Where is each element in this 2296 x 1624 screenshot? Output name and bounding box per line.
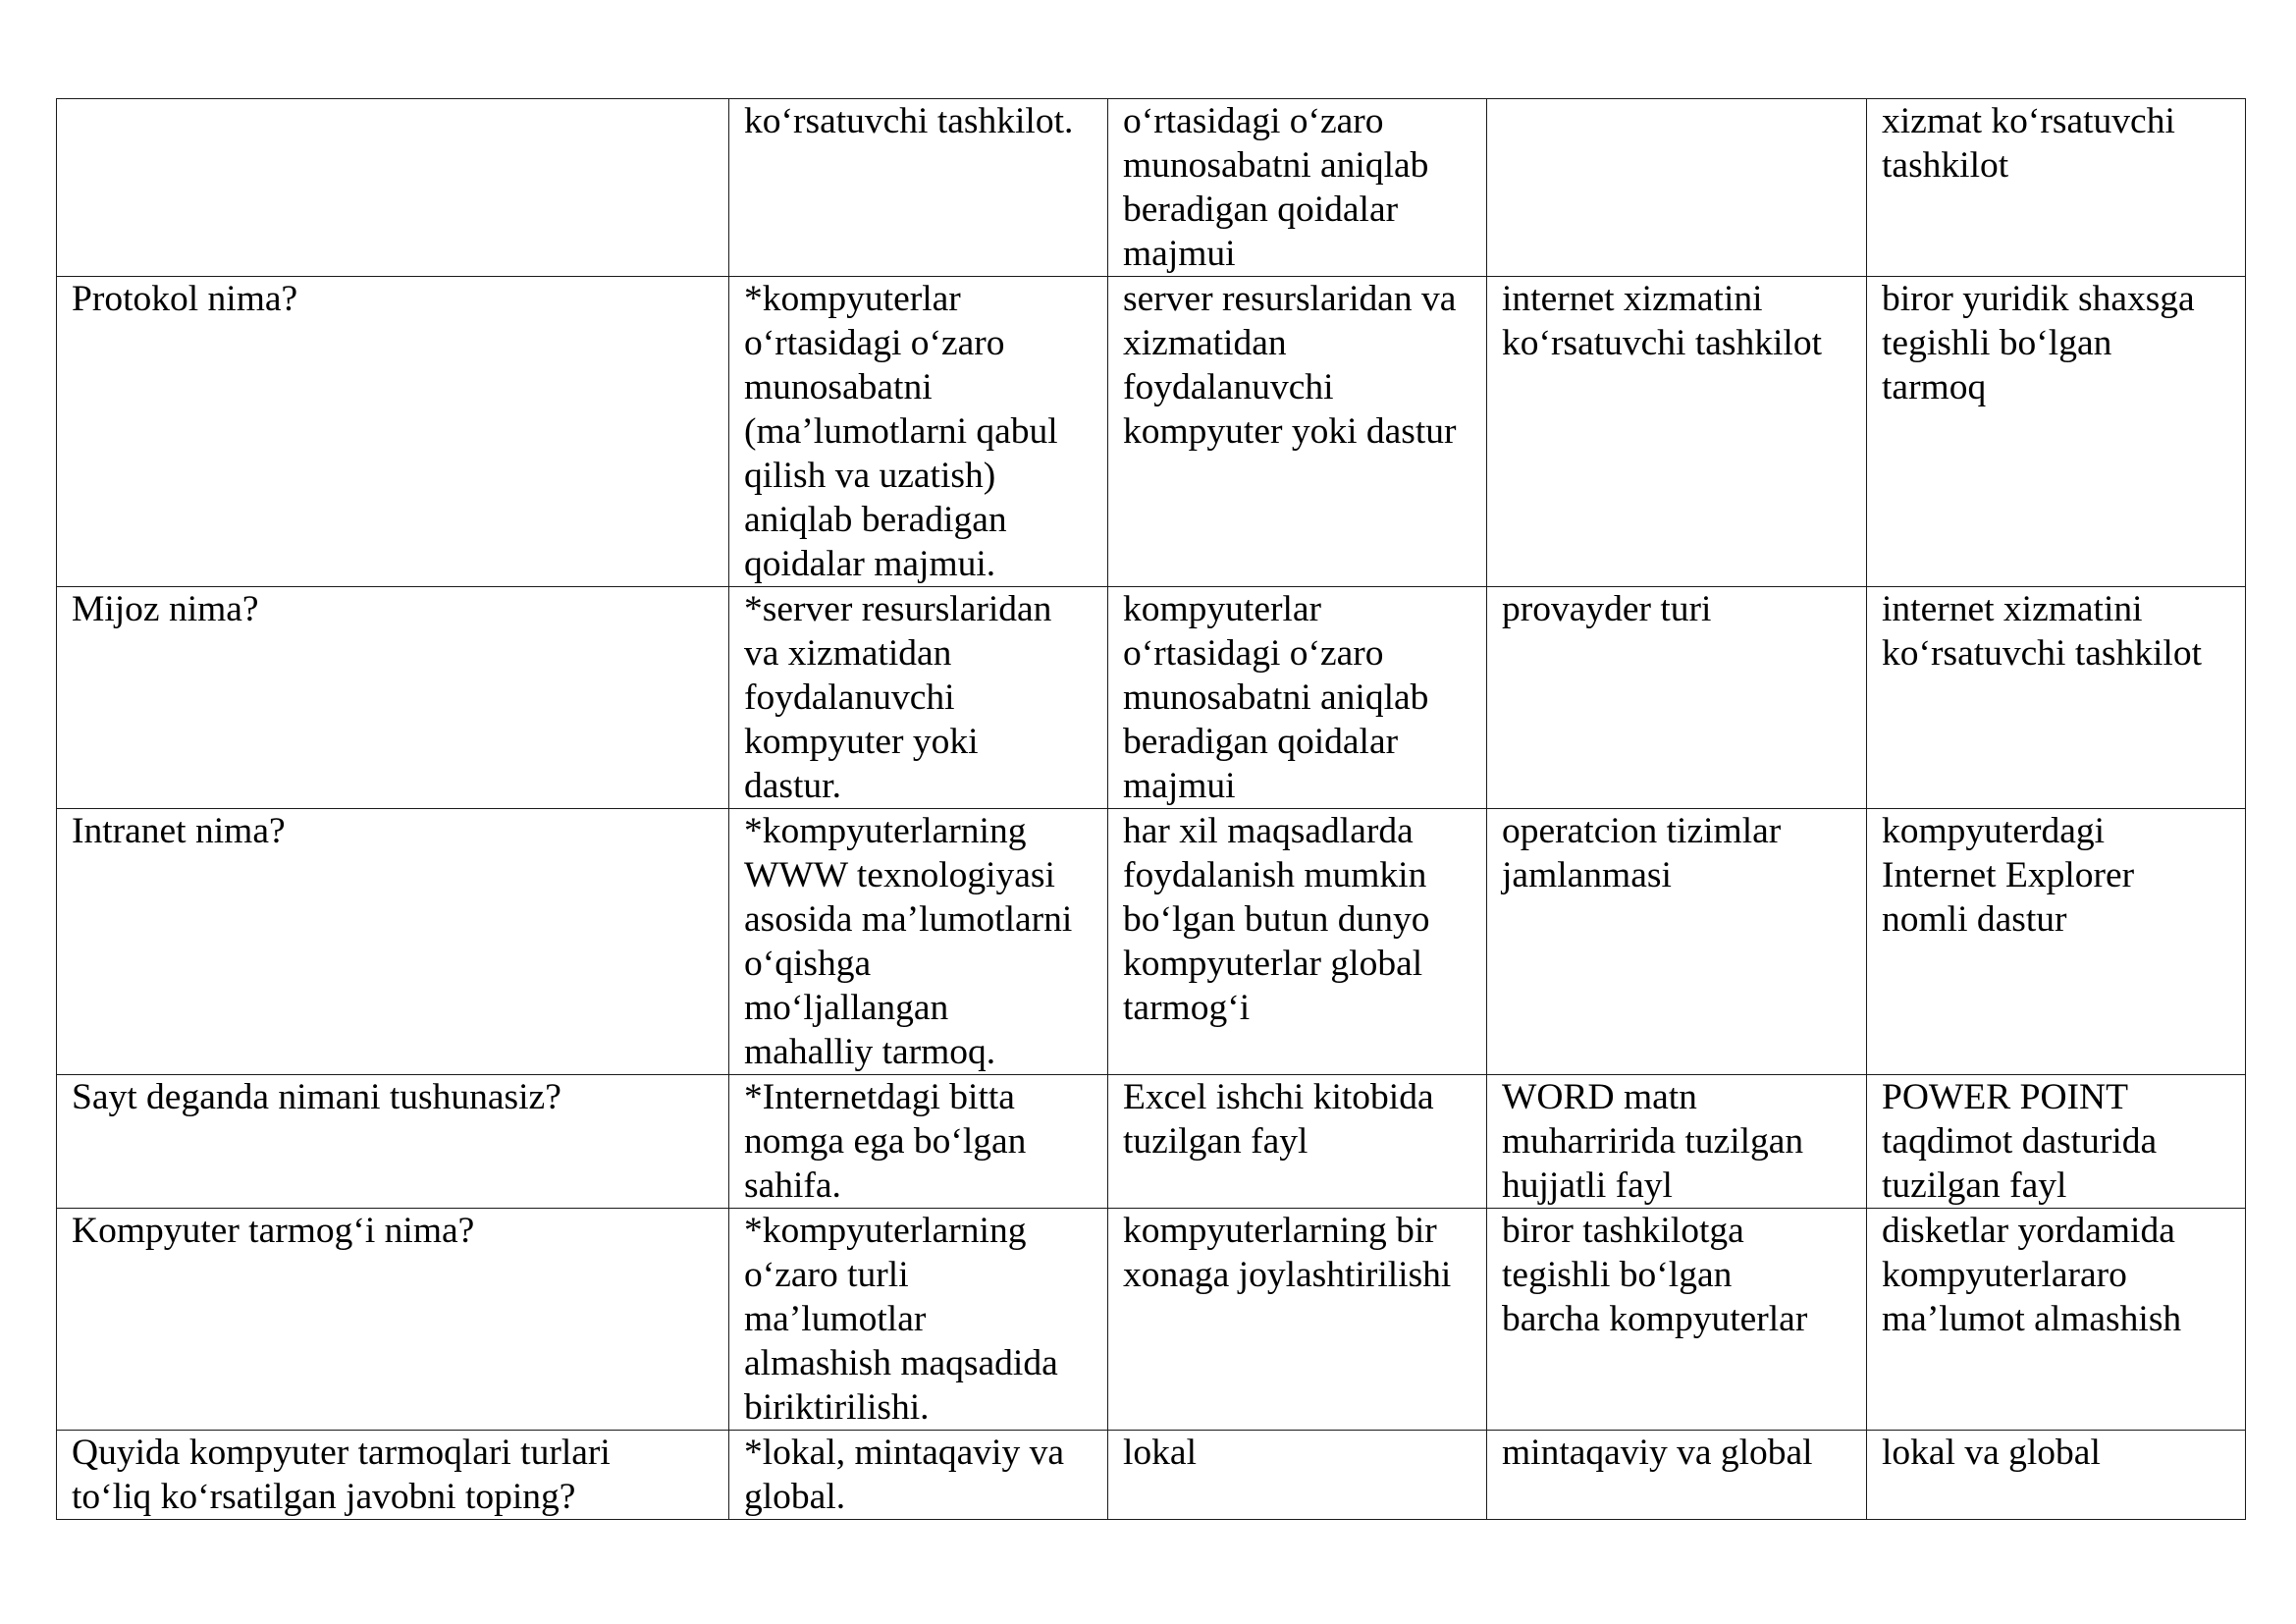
cell-text-line: operatcion tizimlar [1502, 811, 1782, 851]
cell-text-line: sahifa. [744, 1165, 841, 1206]
cell-text-line: internet xizmatini [1502, 279, 1763, 319]
cell-text-line: o‘zaro turli [744, 1255, 909, 1295]
answer-option-cell [1108, 809, 1487, 1075]
cell-text-line: dastur. [744, 766, 841, 806]
cell-text-line: tashkilot [1882, 145, 2009, 186]
cell-text-line: munosabatni aniqlab [1123, 145, 1429, 186]
quiz-table [56, 98, 2246, 1520]
cell-text-line: taqdimot dasturida [1882, 1121, 2158, 1162]
answer-option-cell [1487, 277, 1867, 587]
cell-text-line: tegishli bo‘lgan [1502, 1255, 1733, 1295]
answer-option-cell [1867, 587, 2246, 809]
cell-text-line: lokal [1123, 1433, 1197, 1473]
question-cell [57, 809, 729, 1075]
table-row [57, 277, 2246, 587]
cell-text-line: tarmoq [1882, 367, 1987, 407]
cell-text-line: Quyida kompyuter tarmoqlari turlari [72, 1433, 611, 1473]
cell-text-line: foydalanuvchi [744, 677, 955, 718]
cell-text-line: kompyuterlarning bir [1123, 1211, 1437, 1251]
cell-text-line: (ma’lumotlarni qabul [744, 411, 1058, 452]
answer-option-cell [1487, 1075, 1867, 1209]
cell-text-line: global. [744, 1477, 846, 1517]
question-cell [57, 277, 729, 587]
cell-text-line: almashish maqsadida [744, 1343, 1058, 1383]
answer-option-cell [1487, 99, 1867, 277]
answer-option-cell [1108, 1209, 1487, 1431]
cell-text-line: foydalanish mumkin [1123, 855, 1427, 895]
cell-text-line: o‘qishga [744, 944, 872, 984]
answer-option-cell [1108, 1431, 1487, 1520]
cell-text-line: o‘rtasidagi o‘zaro [744, 323, 1005, 363]
cell-text-line: asosida ma’lumotlarni [744, 899, 1073, 940]
cell-text-line: nomli dastur [1882, 899, 2067, 940]
cell-text-line: beradigan qoidalar [1123, 722, 1399, 762]
cell-text-line: tuzilgan fayl [1882, 1165, 2067, 1206]
table-row [57, 1075, 2246, 1209]
cell-text-line: jamlanmasi [1502, 855, 1672, 895]
correct-answer-cell [729, 809, 1108, 1075]
answer-option-cell [1108, 587, 1487, 809]
answer-option-cell [1108, 1075, 1487, 1209]
cell-text-line: lokal va global [1882, 1433, 2101, 1473]
answer-option-cell [1867, 99, 2246, 277]
cell-text-line: xizmatidan [1123, 323, 1287, 363]
answer-option-cell [1487, 1431, 1867, 1520]
cell-text-line: aniqlab beradigan [744, 500, 1007, 540]
cell-text-line: mo‘ljallangan [744, 988, 949, 1028]
cell-text-line: kompyuter yoki [744, 722, 979, 762]
cell-text-line: POWER POINT [1882, 1077, 2129, 1117]
cell-text-line: qoidalar majmui. [744, 544, 996, 584]
cell-text-line: nomga ega bo‘lgan [744, 1121, 1027, 1162]
cell-text-line: biriktirilishi. [744, 1387, 930, 1428]
cell-text-line: Internet Explorer [1882, 855, 2135, 895]
answer-option-cell [1867, 809, 2246, 1075]
answer-option-cell [1867, 277, 2246, 587]
correct-answer-cell [729, 587, 1108, 809]
correct-answer-cell [729, 99, 1108, 277]
cell-text-line: *Internetdagi bitta [744, 1077, 1015, 1117]
cell-text-line: o‘rtasidagi o‘zaro [1123, 633, 1384, 674]
cell-text-line: *kompyuterlarning [744, 1211, 1027, 1251]
correct-answer-cell [729, 277, 1108, 587]
table-row [57, 99, 2246, 277]
table-row [57, 1209, 2246, 1431]
cell-text-line: to‘liq ko‘rsatilgan javobni toping? [72, 1477, 576, 1517]
cell-text-line: internet xizmatini [1882, 589, 2143, 629]
cell-text-line: beradigan qoidalar [1123, 189, 1399, 230]
cell-text-line: ko‘rsatuvchi tashkilot [1882, 633, 2202, 674]
cell-text-line: tuzilgan fayl [1123, 1121, 1308, 1162]
cell-text-line: o‘rtasidagi o‘zaro [1123, 101, 1384, 141]
cell-text-line: munosabatni aniqlab [1123, 677, 1429, 718]
cell-text-line: majmui [1123, 234, 1236, 274]
answer-option-cell [1867, 1209, 2246, 1431]
cell-text-line: hujjatli fayl [1502, 1165, 1673, 1206]
cell-text-line: kompyuter yoki dastur [1123, 411, 1457, 452]
cell-text-line: Excel ishchi kitobida [1123, 1077, 1434, 1117]
cell-text-line: tarmog‘i [1123, 988, 1251, 1028]
cell-text-line: *kompyuterlarning [744, 811, 1027, 851]
cell-text-line: majmui [1123, 766, 1236, 806]
cell-text-line: *server resurslaridan [744, 589, 1052, 629]
question-cell [57, 587, 729, 809]
cell-text-line: ko‘rsatuvchi tashkilot. [744, 101, 1074, 141]
cell-text-line: kompyuterdagi [1882, 811, 2106, 851]
correct-answer-cell [729, 1209, 1108, 1431]
quiz-table-body [57, 99, 2246, 1520]
answer-option-cell [1487, 587, 1867, 809]
cell-text-line: ko‘rsatuvchi tashkilot [1502, 323, 1822, 363]
cell-text-line: kompyuterlar global [1123, 944, 1423, 984]
cell-text-line: va xizmatidan [744, 633, 952, 674]
cell-text-line: biror yuridik shaxsga [1882, 279, 2195, 319]
cell-text-line: WORD matn [1502, 1077, 1697, 1117]
answer-option-cell [1487, 1209, 1867, 1431]
cell-text-line: biror tashkilotga [1502, 1211, 1744, 1251]
cell-text-line: kompyuterlar [1123, 589, 1322, 629]
cell-text-line: muharririda tuzilgan [1502, 1121, 1804, 1162]
table-row [57, 587, 2246, 809]
question-cell [57, 1075, 729, 1209]
answer-option-cell [1487, 809, 1867, 1075]
cell-text-line: barcha kompyuterlar [1502, 1299, 1808, 1339]
cell-text-line: Protokol nima? [72, 279, 298, 319]
cell-text-line: Sayt deganda nimani tushunasiz? [72, 1077, 561, 1117]
cell-text-line: xonaga joylashtirilishi [1123, 1255, 1452, 1295]
cell-text-line: disketlar yordamida [1882, 1211, 2175, 1251]
cell-text-line: server resurslaridan va [1123, 279, 1457, 319]
answer-option-cell [1867, 1431, 2246, 1520]
answer-option-cell [1867, 1075, 2246, 1209]
cell-text-line: tegishli bo‘lgan [1882, 323, 2112, 363]
cell-text-line: Intranet nima? [72, 811, 286, 851]
table-row [57, 1431, 2246, 1520]
question-cell [57, 99, 729, 277]
cell-text-line: Mijoz nima? [72, 589, 259, 629]
question-cell [57, 1431, 729, 1520]
cell-text-line: *lokal, mintaqaviy va [744, 1433, 1064, 1473]
cell-text-line: WWW texnologiyasi [744, 855, 1055, 895]
cell-text-line: munosabatni [744, 367, 933, 407]
cell-text-line: mintaqaviy va global [1502, 1433, 1813, 1473]
cell-text-line: provayder turi [1502, 589, 1712, 629]
cell-text-line: *kompyuterlar [744, 279, 961, 319]
correct-answer-cell [729, 1431, 1108, 1520]
answer-option-cell [1108, 277, 1487, 587]
cell-text-line: ma’lumot almashish [1882, 1299, 2182, 1339]
cell-text-line: foydalanuvchi [1123, 367, 1334, 407]
cell-text-line: har xil maqsadlarda [1123, 811, 1414, 851]
cell-text-line: Kompyuter tarmog‘i nima? [72, 1211, 475, 1251]
cell-text-line: bo‘lgan butun dunyo [1123, 899, 1430, 940]
question-cell [57, 1209, 729, 1431]
cell-text-line: kompyuterlararo [1882, 1255, 2127, 1295]
cell-text-line: xizmat ko‘rsatuvchi [1882, 101, 2175, 141]
answer-option-cell [1108, 99, 1487, 277]
cell-text-line: qilish va uzatish) [744, 456, 996, 496]
cell-text-line: ma’lumotlar [744, 1299, 927, 1339]
table-row [57, 809, 2246, 1075]
cell-text-line: mahalliy tarmoq. [744, 1032, 996, 1072]
correct-answer-cell [729, 1075, 1108, 1209]
